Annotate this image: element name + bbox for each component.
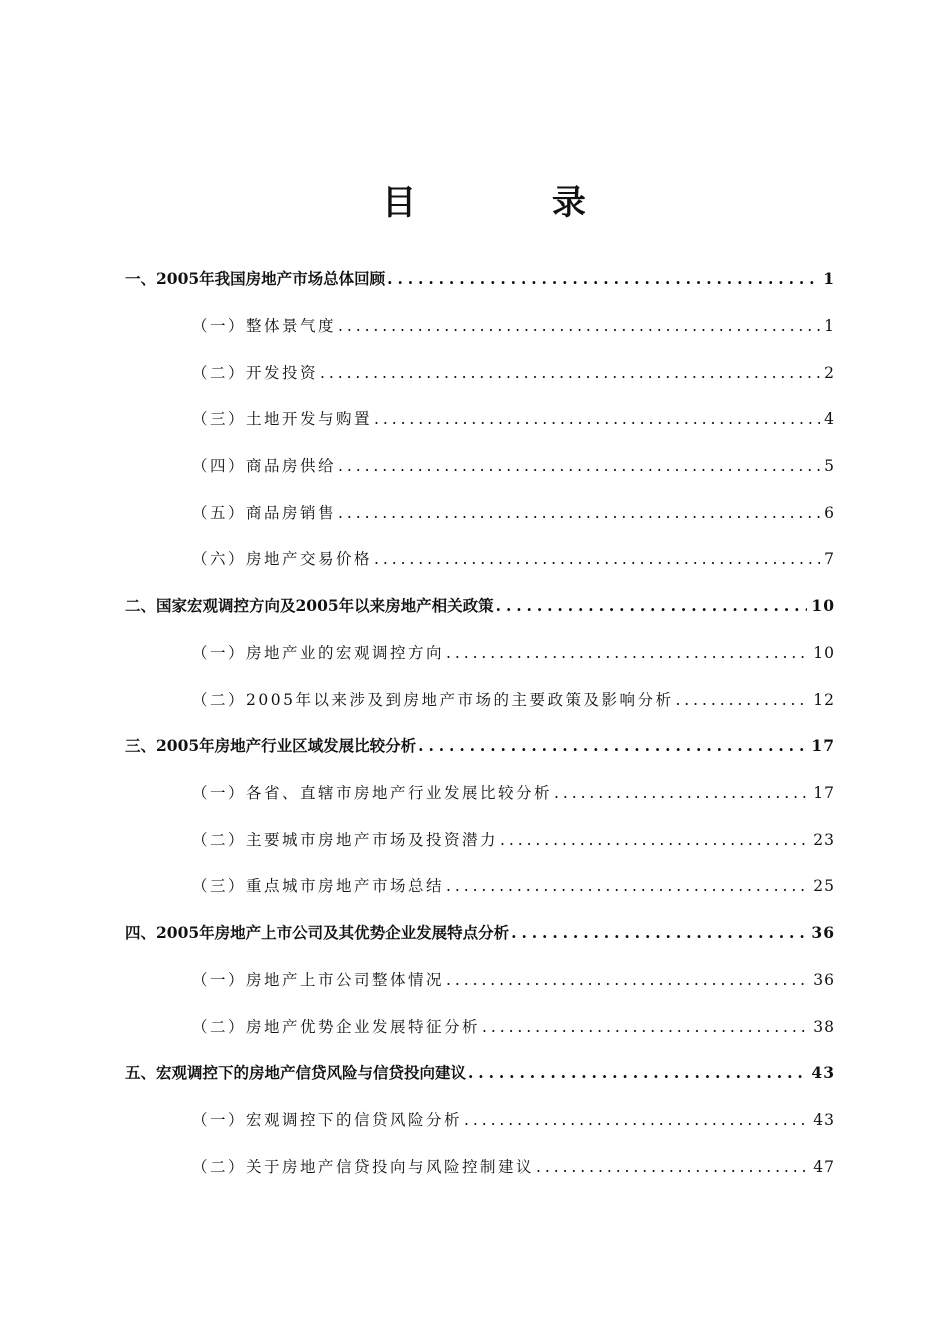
toc-dot-leader bbox=[320, 360, 820, 386]
toc-entry-label: （二）开发投资 bbox=[192, 364, 319, 382]
toc-dot-leader bbox=[500, 827, 809, 853]
toc-entry-label: 一、2005年我国房地产市场总体回顾 bbox=[125, 269, 386, 288]
toc-entry-subsection-3-2[interactable] bbox=[192, 825, 835, 853]
toc-dot-leader bbox=[468, 1060, 807, 1086]
toc-entry-subsection-1-5[interactable] bbox=[192, 498, 835, 526]
toc-page-number: 7 bbox=[824, 550, 835, 568]
toc-entry-subsection-2-1[interactable] bbox=[192, 638, 835, 666]
toc-page-number: 6 bbox=[824, 504, 835, 522]
toc-dot-leader bbox=[482, 1014, 809, 1040]
toc-page-number: 10 bbox=[813, 644, 835, 662]
toc-page-number: 17 bbox=[811, 736, 835, 755]
toc-page-number: 43 bbox=[813, 1111, 835, 1129]
toc-entry-label: （六）房地产交易价格 bbox=[192, 550, 373, 568]
toc-page-number: 5 bbox=[824, 457, 835, 475]
toc-dot-leader bbox=[536, 1154, 809, 1180]
toc-entry-section-5[interactable] bbox=[125, 1058, 835, 1086]
toc-entry-label: （一）各省、直辖市房地产行业发展比较分析 bbox=[192, 784, 553, 802]
toc-entry-subsection-1-1[interactable] bbox=[192, 311, 835, 339]
toc-page-number: 1 bbox=[823, 269, 835, 288]
toc-entry-label: （五）商品房销售 bbox=[192, 504, 337, 522]
toc-entry-section-1[interactable] bbox=[125, 264, 835, 292]
toc-page-number: 10 bbox=[811, 596, 835, 615]
toc-dot-leader bbox=[418, 733, 807, 759]
toc-entry-label: （四）商品房供给 bbox=[192, 457, 337, 475]
toc-entry-subsection-1-6[interactable] bbox=[192, 544, 835, 572]
toc-entry-subsection-3-1[interactable] bbox=[192, 778, 835, 806]
toc-page-number: 36 bbox=[811, 923, 835, 942]
toc-dot-leader bbox=[496, 593, 808, 619]
toc-entry-subsection-1-3[interactable] bbox=[192, 404, 835, 432]
toc-page-number: 17 bbox=[813, 784, 835, 802]
toc-entry-label: （一）房地产业的宏观调控方向 bbox=[192, 644, 445, 662]
toc-dot-leader bbox=[464, 1107, 809, 1133]
toc-entry-subsection-5-1[interactable] bbox=[192, 1105, 835, 1133]
toc-entry-subsection-1-4[interactable] bbox=[192, 451, 835, 479]
toc-entry-label: （二）房地产优势企业发展特征分析 bbox=[192, 1018, 481, 1036]
toc-entry-label: （一）宏观调控下的信贷风险分析 bbox=[192, 1111, 463, 1129]
toc-entry-label: 四、2005年房地产上市公司及其优势企业发展特点分析 bbox=[125, 923, 510, 942]
toc-dot-leader bbox=[338, 453, 820, 479]
toc-entry-subsection-2-2[interactable] bbox=[192, 685, 835, 713]
toc-page-number: 12 bbox=[813, 691, 835, 709]
toc-page-number: 23 bbox=[813, 831, 835, 849]
toc-entry-label: （二）2005年以来涉及到房地产市场的主要政策及影响分析 bbox=[192, 691, 674, 709]
toc-page-number: 38 bbox=[813, 1018, 835, 1036]
toc-dot-leader bbox=[338, 500, 820, 526]
toc-entry-subsection-4-2[interactable] bbox=[192, 1012, 835, 1040]
toc-entry-label: 三、2005年房地产行业区域发展比较分析 bbox=[125, 736, 417, 755]
toc-page-number: 36 bbox=[813, 971, 835, 989]
toc-dot-leader bbox=[338, 313, 820, 339]
toc-page-number: 47 bbox=[813, 1158, 835, 1176]
toc-page-number: 43 bbox=[811, 1063, 835, 1082]
toc-page-number: 2 bbox=[824, 364, 835, 382]
toc-entry-section-3[interactable] bbox=[125, 731, 835, 759]
toc-dot-leader bbox=[511, 920, 807, 946]
toc-entry-label: 二、国家宏观调控方向及2005年以来房地产相关政策 bbox=[125, 596, 494, 615]
toc-dot-leader bbox=[446, 640, 809, 666]
toc-page-number: 1 bbox=[824, 317, 835, 335]
toc-entry-label: （二）主要城市房地产市场及投资潜力 bbox=[192, 831, 499, 849]
toc-entry-label: （三）重点城市房地产市场总结 bbox=[192, 877, 445, 895]
toc-entry-subsection-4-1[interactable] bbox=[192, 965, 835, 993]
toc-dot-leader bbox=[387, 266, 819, 292]
toc-entry-subsection-1-2[interactable] bbox=[192, 358, 835, 386]
toc-entry-label: 五、宏观调控下的房地产信贷风险与信贷投向建议 bbox=[125, 1063, 467, 1082]
toc-dot-leader bbox=[374, 546, 820, 572]
toc-page-number: 25 bbox=[813, 877, 835, 895]
toc-entry-subsection-5-2[interactable] bbox=[192, 1152, 835, 1180]
toc-entry-subsection-3-3[interactable] bbox=[192, 871, 835, 899]
toc-entry-label: （一）房地产上市公司整体情况 bbox=[192, 971, 445, 989]
toc-dot-leader bbox=[446, 873, 809, 899]
toc-dot-leader bbox=[374, 406, 820, 432]
toc-entry-section-4[interactable] bbox=[125, 918, 835, 946]
toc-entry-label: （二）关于房地产信贷投向与风险控制建议 bbox=[192, 1158, 535, 1176]
toc-dot-leader bbox=[446, 967, 809, 993]
toc-entry-label: （一）整体景气度 bbox=[192, 317, 337, 335]
page-title: 目 录 bbox=[382, 183, 648, 223]
toc-entry-label: （三）土地开发与购置 bbox=[192, 410, 373, 428]
toc-dot-leader bbox=[675, 687, 809, 713]
toc-entry-section-2[interactable] bbox=[125, 591, 835, 619]
toc-page-number: 4 bbox=[824, 410, 835, 428]
toc-dot-leader bbox=[554, 780, 809, 806]
